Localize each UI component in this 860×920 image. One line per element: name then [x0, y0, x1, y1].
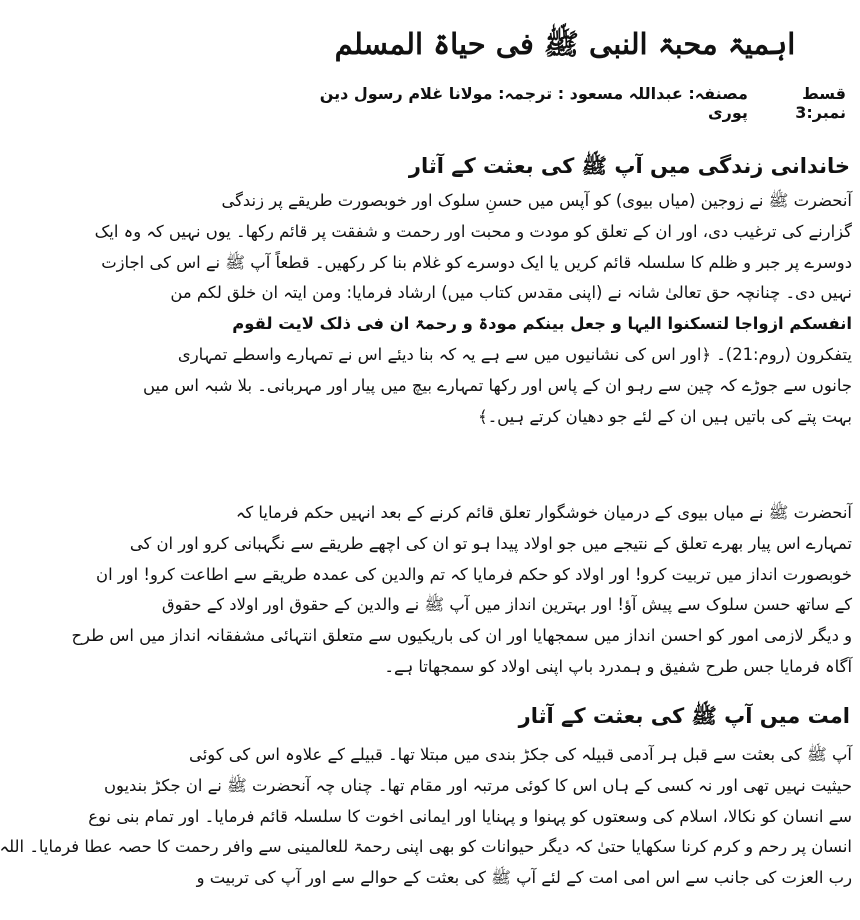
text-line: سے انسان کو نکالا، اسلام کی وسعتوں کو پہنوا و پہنایا اور ایمانی اخوت کا سلسلہ قائم فرمایا۔ اور تمام بنی نوع: [88, 806, 852, 826]
text-line: آگاہ فرمایا جس طرح شفیق و ہمدرد باپ اپنی اولاد کو سمجھاتا ہے۔: [384, 656, 852, 676]
text-line: حیثیت نہیں تھی اور نہ کسی کے ہاں اس کا کوئی مرتبہ اور مقام تھا۔ چناں چہ آنحضرت ﷺ نے ان جکڑ بندیوں: [103, 775, 852, 795]
text-line: کے ساتھ حسن سلوک سے پیش آؤ! اور بہترین انداز میں آپ ﷺ نے والدین کے حقوق اور اولاد کے حقوق: [161, 595, 852, 615]
text-line: دوسرے پر جبر و ظلم کا سلسلہ قائم کریں یا ایک دوسرے کو غلام بنا کر رکھیں۔ قطعاً آپ ﷺ نے اس کی اجازت: [101, 252, 852, 272]
text-line: نہیں دی۔ چنانچہ حق تعالیٰ شانہ نے (اپنی مقدس کتاب میں) ارشاد فرمایا: ومن ایتہ ان خلق لکم من: [170, 283, 852, 303]
article-title: اہمیۃ محبۃ النبی ﷺ فی حیاۃ المسلم: [334, 27, 796, 61]
text-line: آنحضرت ﷺ نے میاں بیوی کے درمیان خوشگوار تعلق قائم کرنے کے بعد انہیں حکم فرمایا کہ: [235, 503, 852, 522]
text-line: بہت پتے کی باتیں ہیں ان کے لئے جو دھیان کرتے ہیں۔﴾: [477, 406, 852, 426]
quran-verse-line: انفسکم ازواجا لتسکنوا الیہا و جعل بینکم مودۃ و رحمۃ ان فی ذلک لایت لقوم: [232, 314, 852, 334]
paragraph-spouses: [94, 186, 852, 432]
text-line: انسان پر رحم و کرم کرنا سکھایا حتیٰ کہ دیگر حیوانات کو بھی اپنی رحمۃ للعالمینی سے وافر رحمت کا حصہ عطا فرمایا۔ اللہ: [0, 837, 852, 857]
author-translator-credits: مصنفہ: عبداللہ مسعود : ترجمہ: مولانا غلام رسول دین پوری: [319, 84, 748, 122]
text-line: آنحضرت ﷺ نے زوجین (میاں بیوی) کو آپس میں حسنِ سلوک اور خوبصورت طریقے پر زندگی: [221, 191, 852, 210]
article-meta: [284, 86, 846, 120]
text-line: جانوں سے جوڑے کہ چین سے رہو ان کے پاس اور رکھا تمہارے بیچ میں پیار اور مہربانی۔ بلا شبہ اس میں: [142, 375, 852, 395]
text-line: یتفکرون (روم:21)۔ ﴿اور اس کی نشانیوں میں سے ہے یہ کہ بنا دیئے اس نے تمہارے واسطے تمہاری: [177, 344, 852, 364]
text-line: خوبصورت انداز میں تربیت کرو! اور اولاد کو حکم فرمایا کہ تم والدین کی عمدہ طریقے سے اطاعت کرو! اور ان: [96, 564, 852, 584]
text-line: رب العزت کی جانب سے اس امی امت کے لئے آپ ﷺ کی بعثت کے حوالے سے اور آپ کی تربیت و: [196, 868, 852, 888]
paragraph-ummah: [0, 740, 852, 894]
episode-number: قسط نمبر:3: [795, 84, 846, 122]
section-heading-family-life: خاندانی زندگی میں آپ ﷺ کی بعثت کے آثار: [408, 154, 850, 178]
section-heading-ummah: امت میں آپ ﷺ کی بعثت کے آثار: [518, 704, 850, 728]
text-line: آپ ﷺ کی بعثت سے قبل ہر آدمی قبیلہ کی جکڑ بندی میں مبتلا تھا۔ قبیلے کے علاوہ اس کی کوئی: [189, 745, 852, 764]
text-line: تمہارے اس پیار بھرے تعلق کے نتیجے میں جو اولاد پیدا ہو تو ان کی اچھے طریقے سے نگہبانی کرو اور ان کی: [129, 533, 852, 553]
text-line: گزارنے کی ترغیب دی، اور ان کے تعلق کو مودت و محبت اور رحمت و شفقت پر قائم رکھا۔ یوں نہیں کہ وہ ایک: [94, 221, 852, 241]
paragraph-children-parents: [71, 498, 852, 683]
text-line: و دیگر لازمی امور کو احسن انداز میں سمجھایا اور ان کی باریکیوں سے متعلق انتہائی مشفقانہ انداز میں اس طرح: [71, 626, 852, 646]
